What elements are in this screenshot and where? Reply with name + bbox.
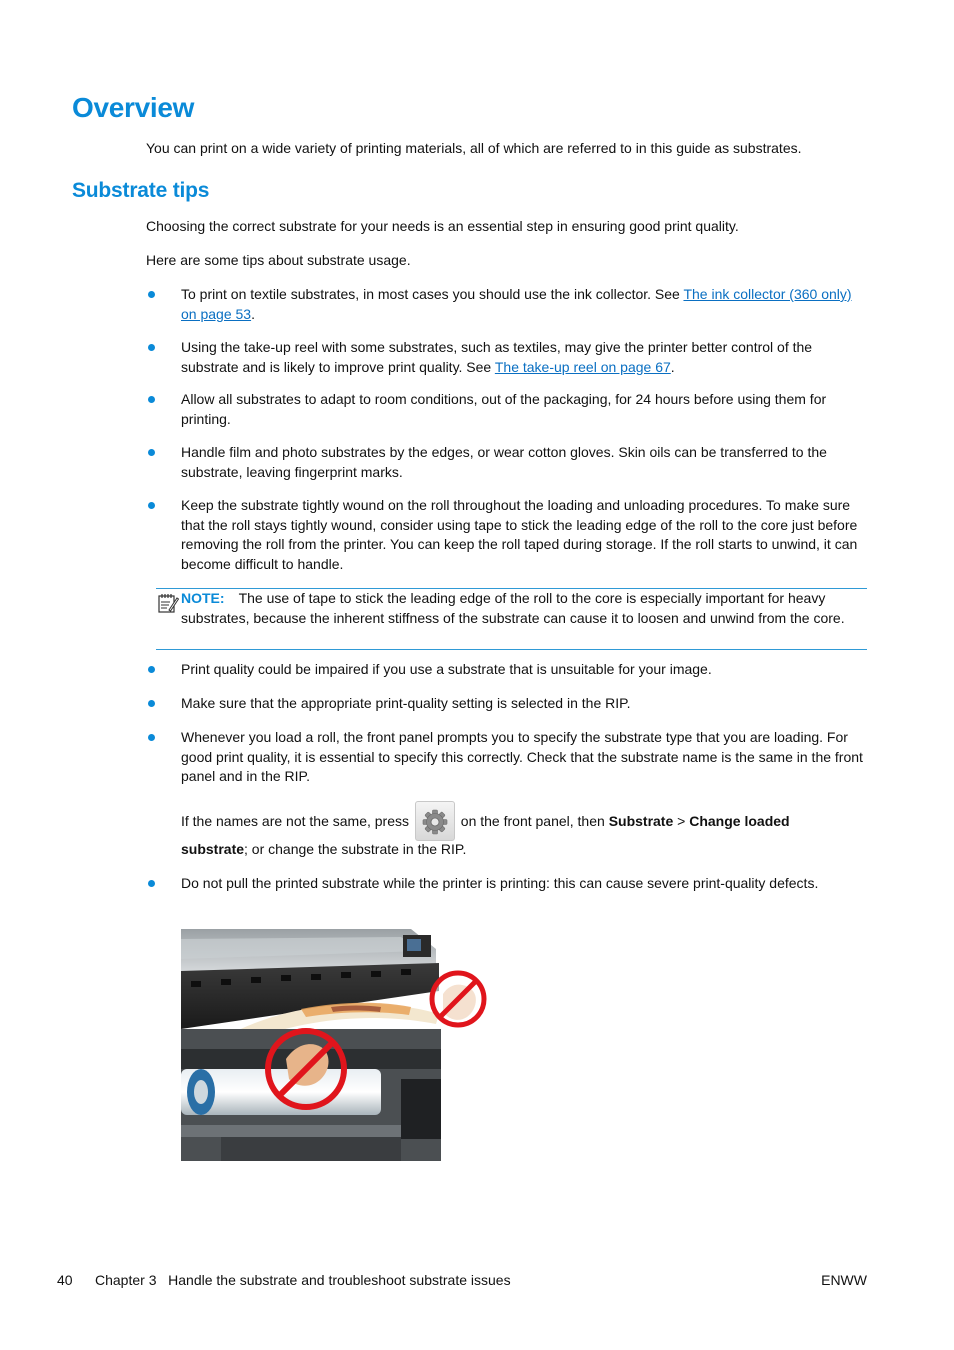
bullet-dot bbox=[148, 291, 155, 298]
bullet-text: Handle film and photo substrates by the edges, or wear cotton gloves. Skin oils can be transferred to the substrate, leaving fingerprint marks. bbox=[181, 444, 827, 480]
list-item bbox=[146, 443, 868, 482]
list-item bbox=[146, 496, 868, 574]
bullet-text: Keep the substrate tightly wound on the roll throughout the loading and unloading procedures. To make sure that the roll stays tightly wound, consider using tape to stick the leading edge of the roll to the core just before removing the roll from the printer. You can keep the roll taped during storage. If the roll starts to unwind, it can become difficult to handle. bbox=[181, 497, 858, 572]
list-item bbox=[146, 660, 868, 680]
page-title: Overview bbox=[72, 92, 195, 123]
menu-change-loaded-cont: substrate bbox=[181, 841, 245, 857]
list-item bbox=[146, 338, 868, 377]
bullet-dot bbox=[148, 700, 155, 707]
bullet-text-end: . bbox=[251, 305, 255, 322]
bullet-dot bbox=[148, 449, 155, 456]
link-take-up-reel[interactable]: The take-up reel on page 67 bbox=[494, 358, 671, 375]
footer-chapter: Chapter 3 Handle the substrate and troubleshoot substrate issues bbox=[95, 1272, 511, 1288]
bullet-text: Using the take-up reel with some substrates, such as textiles, may give the printer better control of the substrate and is likely to improve print quality. See bbox=[181, 339, 813, 375]
footer-locale: ENWW bbox=[821, 1272, 867, 1288]
bullet-dot bbox=[148, 396, 155, 403]
instruction-text-end: ; or change the substrate in the RIP. bbox=[244, 841, 467, 857]
bullet-dot bbox=[148, 666, 155, 673]
intro-paragraph: You can print on a wide variety of printing materials, all of which are referred to in this guide as substrates. bbox=[146, 140, 802, 156]
menu-change-loaded: Change loaded bbox=[689, 813, 790, 829]
link-ink-collector[interactable]: The ink collector (360 only) on page 53 bbox=[181, 286, 852, 322]
bullet-dot bbox=[148, 734, 155, 741]
paragraph-tips-intro: Here are some tips about substrate usage. bbox=[146, 252, 411, 268]
section-heading: Substrate tips bbox=[72, 179, 210, 202]
no-pull-icon bbox=[432, 973, 484, 1025]
front-panel-instruction bbox=[181, 801, 868, 860]
bullet-dot bbox=[148, 502, 155, 509]
bullet-text-end: . bbox=[670, 358, 675, 375]
list-item bbox=[146, 390, 868, 429]
menu-separator: > bbox=[673, 813, 690, 829]
list-item bbox=[146, 728, 868, 787]
bullet-text: To print on textile substrates, in most cases you should use the ink collector. See bbox=[181, 286, 684, 302]
note-text: The use of tape to stick the leading edge of the roll to the core is especially important for heavy substrates, because the inherent stiffness of the substrate can cause it to loosen and unwind from the core. bbox=[181, 590, 845, 626]
note-pad-icon bbox=[157, 592, 179, 614]
menu-substrate: Substrate bbox=[608, 813, 674, 829]
instruction-text: If the names are not the same, press bbox=[181, 813, 413, 829]
paragraph-choosing: Choosing the correct substrate for your needs is an essential step in ensuring good print quality. bbox=[146, 218, 739, 234]
page-number: 40 bbox=[57, 1272, 73, 1288]
bullet-text: Do not pull the printed substrate while the printer is printing: this can cause severe print-quality defects. bbox=[181, 875, 819, 891]
bullet-text: Make sure that the appropriate print-quality setting is selected in the RIP. bbox=[181, 695, 631, 711]
list-item bbox=[146, 285, 868, 324]
note-label: NOTE: bbox=[181, 590, 225, 606]
instruction-text: on the front panel, then bbox=[456, 813, 609, 829]
bullet-dot bbox=[148, 344, 155, 351]
list-item bbox=[146, 694, 868, 714]
printer-illustration bbox=[181, 929, 491, 1161]
settings-gear-icon bbox=[416, 802, 454, 840]
bullet-text: Allow all substrates to adapt to room conditions, out of the packaging, for 24 hours before using them for printing. bbox=[181, 391, 827, 427]
bullet-text: Whenever you load a roll, the front panel prompts you to specify the substrate type that you are loading. For good print quality, it is essential to specify this correctly. Check that the substrate name is the same in the front panel and in the RIP. bbox=[181, 729, 863, 784]
bullet-text: Print quality could be impaired if you use a substrate that is unsuitable for your image. bbox=[181, 661, 712, 677]
settings-gear-button[interactable] bbox=[415, 801, 455, 841]
note-box bbox=[156, 588, 867, 650]
list-item bbox=[146, 874, 868, 894]
bullet-dot bbox=[148, 880, 155, 887]
